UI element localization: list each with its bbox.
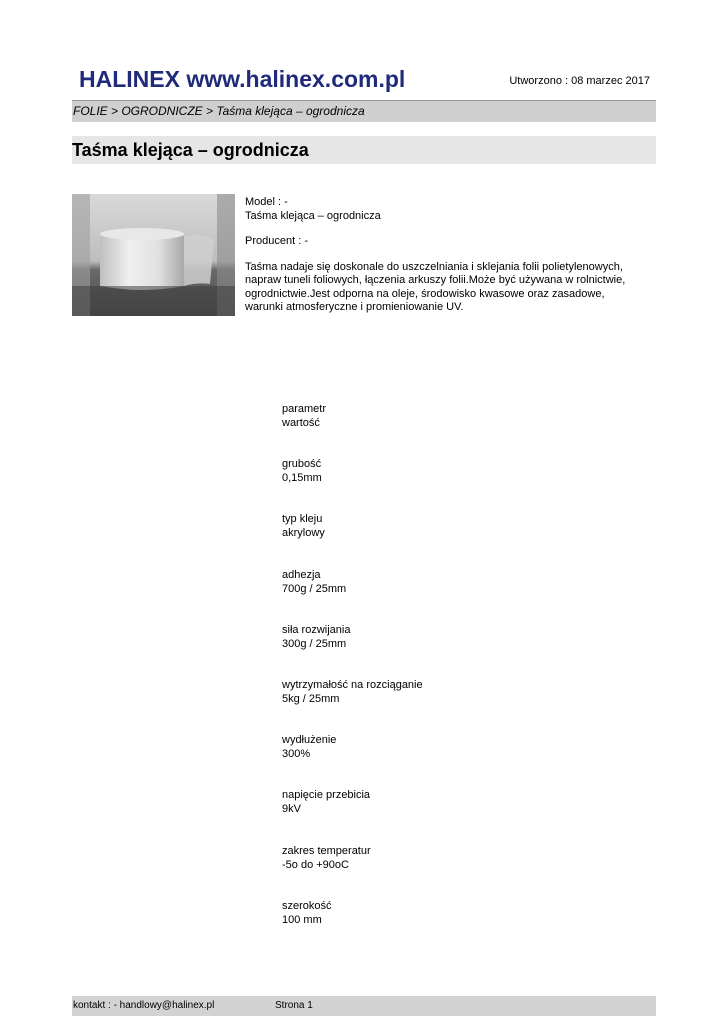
parameter-value: 700g / 25mm xyxy=(282,582,347,595)
parameter-value: 0,15mm xyxy=(282,472,322,485)
tape-roll-photo xyxy=(72,194,235,316)
parameter-name: typ kleju xyxy=(282,513,323,526)
parameter-name: siła rozwijania xyxy=(282,623,351,636)
parameter-value: -5o do +90oC xyxy=(282,858,349,871)
page-header xyxy=(72,66,656,101)
page-number: Strona 1 xyxy=(275,1000,313,1011)
created-date: Utworzono : 08 marzec 2017 xyxy=(509,75,650,87)
parameter-value: wartość xyxy=(282,417,320,429)
model-label: Model : - xyxy=(245,196,288,208)
parameter-name: napięcie przebicia xyxy=(282,789,371,802)
parameter-value: 5kg / 25mm xyxy=(282,692,340,705)
parameter-item xyxy=(282,568,423,623)
parameter-item xyxy=(282,733,423,788)
site-title: HALINEX www.halinex.com.pl xyxy=(79,66,406,92)
page-footer xyxy=(72,996,656,1016)
footer-contact: kontakt : - handlowy@halinex.pl xyxy=(73,1000,215,1011)
parameter-item xyxy=(282,899,423,954)
parameter-value: 300g / 25mm xyxy=(282,637,347,650)
parameter-value: 300% xyxy=(282,748,311,761)
model-name: Taśma klejąca – ogrodnicza xyxy=(245,209,381,222)
product-title-bar xyxy=(72,136,656,164)
parameter-item xyxy=(282,788,423,843)
product-details xyxy=(245,196,645,315)
parameter-item xyxy=(282,402,423,457)
parameter-item xyxy=(282,844,423,899)
parameter-name: wytrzymałość na rozciąganie xyxy=(282,678,423,691)
product-description: Taśma nadaje się doskonale do uszczelniania i sklejania folii polietylenowych, napraw tuneli foliowych, łączenia arkuszy folii.Może być używana w rolnictwie, ogrodnictwie.Jest odporna na oleje, środowisko kwasowe oraz zasadowe, warunki atmosferyczne i promieniowanie UV. xyxy=(245,260,626,313)
parameter-name: szerokość xyxy=(282,899,332,912)
parameter-name: adhezja xyxy=(282,568,321,581)
product-image xyxy=(72,194,235,316)
parameter-name: wydłużenie xyxy=(282,734,337,747)
parameter-value: 100 mm xyxy=(282,913,322,926)
breadcrumb xyxy=(72,101,656,122)
parameter-value: akrylowy xyxy=(282,527,325,540)
parameter-name: grubość xyxy=(282,458,322,471)
parameter-item xyxy=(282,623,423,678)
parameter-item xyxy=(282,457,423,512)
parameter-name: zakres temperatur xyxy=(282,844,371,857)
parameter-name: parametr xyxy=(282,403,327,415)
parameter-value: 9kV xyxy=(282,803,301,816)
breadcrumb-text: FOLIE > OGRODNICZE > Taśma klejąca – ogrodnicza xyxy=(73,104,365,118)
parameter-item xyxy=(282,678,423,733)
product-title: Taśma klejąca – ogrodnicza xyxy=(72,140,309,160)
producer-label: Producent : - xyxy=(245,235,308,247)
parameters-list xyxy=(282,402,423,954)
parameter-item xyxy=(282,512,423,567)
